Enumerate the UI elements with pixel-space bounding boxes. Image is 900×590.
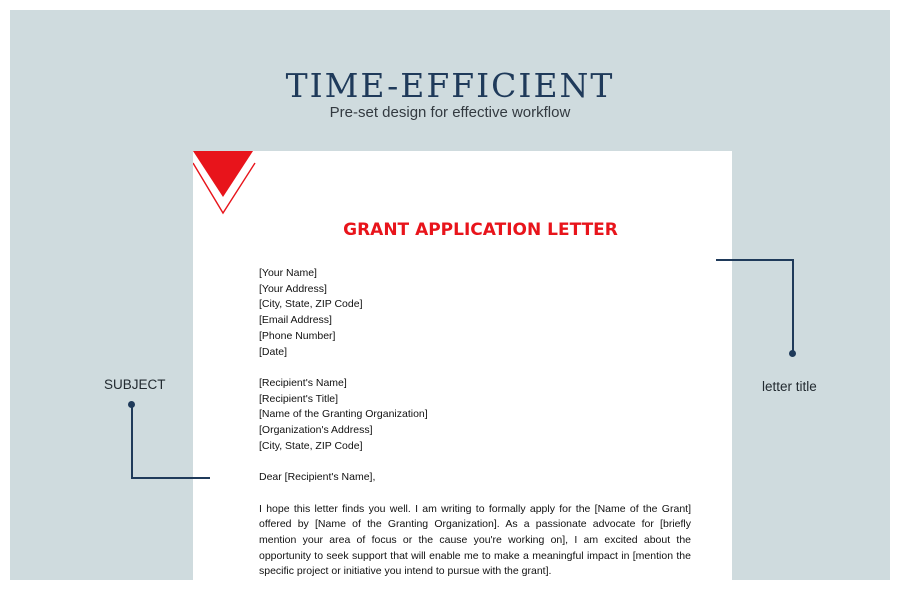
sender-line: [City, State, ZIP Code] — [259, 298, 363, 311]
body-paragraph: I hope this letter finds you well. I am writing to formally apply for the [Name of the Grant] offered by [Name of the Granting Organization]. As a passionate advocate for [briefly mention your area of focus or the cause you're working on], I am excited about the opportunity to seek support that will enable me to make a meaningful impact in [mention the specific project or initiative you intend to pursue with the grant]. — [259, 502, 691, 578]
recipient-line: [City, State, ZIP Code] — [259, 439, 363, 452]
recipient-line: [Recipient's Name] — [259, 376, 347, 389]
callout-connector-left-v — [131, 405, 133, 478]
subheadline: Pre-set design for effective workflow — [329, 104, 571, 121]
preview-canvas — [10, 10, 890, 580]
document-page — [193, 151, 732, 580]
recipient-line: [Organization's Address] — [259, 424, 373, 437]
sender-line: [Date] — [259, 345, 288, 358]
sender-line: [Phone Number] — [259, 329, 336, 342]
callout-connector-right-v — [792, 259, 794, 353]
recipient-line: [Name of the Granting Organization] — [259, 408, 428, 421]
recipient-line: [Recipient's Title] — [259, 392, 339, 405]
corner-triangle-icon — [193, 151, 263, 221]
letter-body — [259, 266, 691, 580]
salutation: Dear [Recipient's Name], — [259, 471, 376, 484]
callout-label-right: letter title — [762, 379, 817, 394]
callout-label-left: SUBJECT — [104, 377, 166, 392]
sender-line: [Email Address] — [259, 314, 332, 327]
sender-line: [Your Name] — [259, 267, 317, 279]
headline: TIME-EFFICIENT — [285, 66, 615, 105]
callout-connector-left-h — [131, 477, 210, 479]
callout-dot-right — [789, 350, 796, 357]
callout-connector-right-h — [716, 259, 793, 261]
sender-line: [Your Address] — [259, 282, 327, 295]
letter-title: GRANT APPLICATION LETTER — [343, 220, 618, 240]
